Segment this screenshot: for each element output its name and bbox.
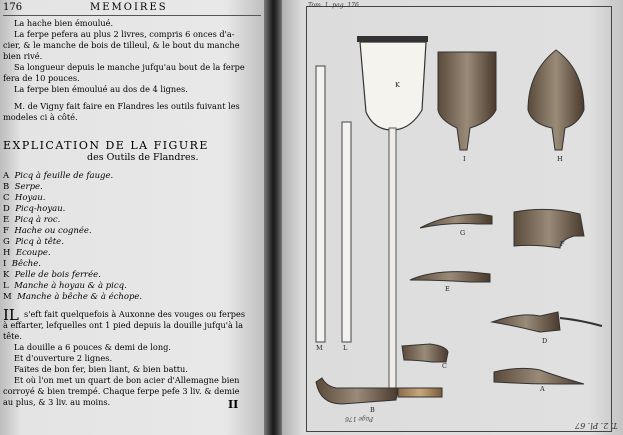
legend-letter: B bbox=[3, 182, 10, 192]
legend-letter: H bbox=[3, 248, 11, 258]
pick-g-illustration bbox=[420, 214, 492, 228]
handle-m-illustration bbox=[316, 66, 325, 342]
plate-label-e: E bbox=[445, 285, 450, 293]
legend-text: Picq à tête. bbox=[15, 237, 64, 247]
legend-letter: C bbox=[3, 193, 10, 203]
intro-line: bien rivé. bbox=[3, 51, 43, 61]
shovel-k-illustration bbox=[357, 36, 428, 394]
legend-text: Manche à hoyau & à picq. bbox=[14, 281, 127, 291]
intro-line: La hache bien émoulué. bbox=[14, 18, 114, 28]
legend-text: Picq à roc. bbox=[14, 215, 61, 225]
drop-cap: IL bbox=[3, 306, 19, 324]
running-title: MEMOIRES bbox=[90, 2, 168, 13]
intro-line: La ferpe bien émoulué au dos de 4 lignes. bbox=[14, 84, 188, 94]
axe-f-illustration bbox=[514, 209, 584, 248]
plate-label-k: K bbox=[395, 81, 400, 89]
plate-label-l: L bbox=[343, 344, 348, 352]
plate-number: T. 2. Pl. 67 bbox=[575, 421, 618, 430]
legend-text: Picq à feuille de fauge. bbox=[14, 171, 114, 181]
legend-letter: M bbox=[3, 292, 12, 302]
pick-hoe-d-illustration bbox=[492, 312, 602, 332]
closing-line: Faites de bon fer, bien liant, & bien battu. bbox=[14, 364, 188, 374]
legend-text: Picq-hoyau. bbox=[15, 204, 66, 214]
intro-line: M. de Vigny fait faire en Flandres les outils fuivant les bbox=[14, 101, 240, 111]
plate-label-c: C bbox=[442, 362, 447, 370]
closing-line: La douille a 6 pouces & demi de long. bbox=[14, 342, 171, 352]
pick-e-illustration bbox=[410, 272, 490, 282]
legend-letter: K bbox=[3, 270, 10, 280]
plate-label-i: I bbox=[463, 155, 466, 163]
legend-letter: F bbox=[3, 226, 9, 236]
legend-letter: L bbox=[3, 281, 9, 291]
closing-line: s'eft fait quelquefois à Auxonne des vouges ou ferpes bbox=[24, 309, 246, 319]
ecoupe-h-illustration bbox=[528, 50, 584, 150]
spade-i-illustration bbox=[438, 52, 496, 150]
plate-label-g: G bbox=[460, 229, 466, 237]
legend-text: Manche à bêche & à échope. bbox=[17, 292, 143, 302]
legend-text: Hache ou cognée. bbox=[14, 226, 92, 236]
legend-letter: A bbox=[3, 171, 10, 181]
legend-text: Serpe. bbox=[14, 182, 43, 192]
legend-letter: I bbox=[3, 259, 7, 269]
closing-line: au plus, & 3 liv. au moins. bbox=[3, 397, 111, 407]
legend-text: Pelle de bois ferrée. bbox=[14, 270, 101, 280]
hoe-c-illustration bbox=[402, 344, 448, 362]
closing-line: à effarter, lefquelles ont 1 pied depuis la douille jufqu'à la bbox=[3, 320, 243, 330]
closing-line: Et où l'on met un quart de bon acier d'Allemagne bien bbox=[14, 375, 240, 385]
legend-text: Ecoupe. bbox=[15, 248, 51, 258]
page-number: 176 bbox=[3, 2, 23, 13]
handle-l-illustration bbox=[342, 122, 351, 342]
explication-subtitle: des Outils de Flandres. bbox=[87, 152, 199, 163]
plate-label-h: H bbox=[557, 155, 563, 163]
plate-label-a: A bbox=[540, 385, 545, 393]
intro-line: fera de 10 pouces. bbox=[3, 73, 80, 83]
closing-line: tête. bbox=[3, 331, 22, 341]
plate-header: Tom. 1. pag. 176. bbox=[308, 2, 361, 9]
billhook-b-illustration bbox=[316, 378, 442, 404]
intro-line: La ferpe pefera au plus 2 livres, compris 6 onces d'a- bbox=[14, 29, 235, 39]
plate-label-d: D bbox=[542, 337, 548, 345]
closing-line: corroyé & bien trempé. Chaque ferpe pefe 3 liv. & demie bbox=[3, 386, 240, 396]
intro-line: Sa longueur depuis le manche jufqu'au bout de la ferpe bbox=[14, 62, 245, 72]
legend-letter: G bbox=[3, 237, 10, 247]
legend-text: Bêche. bbox=[11, 259, 42, 269]
intro-line: cier, & le manche de bois de tilleul, & le bout du manche bbox=[3, 40, 240, 50]
explication-title: EXPLICATION DE LA FIGURE bbox=[3, 139, 209, 152]
closing-line: Et d'ouverture 2 lignes. bbox=[14, 353, 113, 363]
plate-label-m: M bbox=[316, 344, 323, 352]
signature-mark: II bbox=[228, 398, 239, 411]
pick-a-illustration bbox=[494, 368, 584, 384]
plate-page-ref: Page 176 bbox=[345, 415, 374, 422]
legend-letter: D bbox=[3, 204, 10, 214]
plate-label-b: B bbox=[370, 406, 375, 414]
legend-text: Hoyau. bbox=[14, 193, 46, 203]
intro-line: modeles ci à côté. bbox=[3, 112, 78, 122]
plate-label-f: F bbox=[560, 240, 565, 248]
legend-letter: E bbox=[3, 215, 10, 225]
